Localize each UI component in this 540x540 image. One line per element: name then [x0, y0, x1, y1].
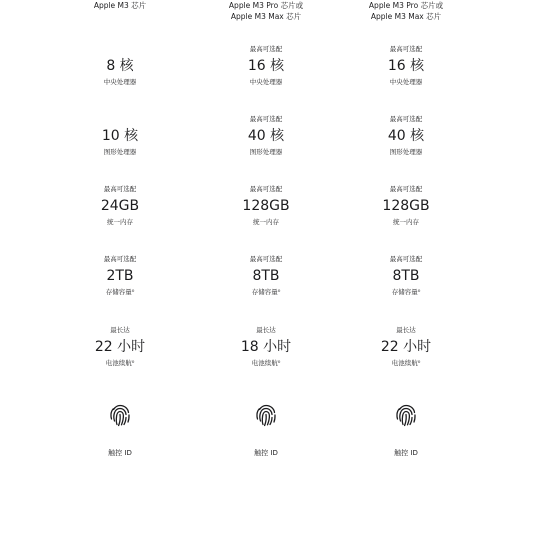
spec-cpu [50, 45, 190, 87]
spec-value: 10 核 [101, 128, 139, 144]
spec-value: 16 核 [387, 58, 425, 74]
spec-label: 统一内存 [107, 218, 133, 226]
fingerprint-stroke [111, 409, 113, 414]
spec-label: 统一内存 [393, 218, 419, 226]
spec-value: 22 小时 [380, 339, 432, 355]
touch-id-label: 触控 ID [108, 449, 132, 457]
touch-id-label: 触控 ID [254, 449, 278, 457]
spec-label: 中央处理器 [249, 78, 283, 86]
spec-value: 8 核 [106, 58, 134, 74]
spec-cpu [196, 45, 336, 87]
spec-column-m3-pro-max [336, 0, 476, 540]
spec-label: 存储容量⁰ [105, 288, 135, 296]
spec-prefix: 最高可选配 [249, 115, 283, 123]
spec-value: 8TB [392, 268, 420, 284]
fingerprint-stroke [270, 418, 272, 425]
spec-prefix: 最长达 [256, 326, 276, 334]
spec-value: 128GB [382, 198, 430, 214]
fingerprint-icon [105, 400, 135, 430]
spec-gpu [336, 115, 476, 157]
touch-id-label: 触控 ID [394, 449, 418, 457]
spec-prefix: 最高可选配 [389, 45, 423, 53]
spec-value: 18 小时 [240, 339, 292, 355]
spec-prefix [50, 115, 190, 124]
spec-storage [196, 255, 336, 297]
spec-memory [336, 185, 476, 227]
spec-value: 16 核 [247, 58, 285, 74]
chip-header [196, 0, 336, 22]
spec-prefix: 最高可选配 [249, 45, 283, 53]
spec-label: 电池续航⁰ [251, 359, 281, 367]
fingerprint-stroke [414, 415, 415, 422]
spec-prefix: 最长达 [110, 326, 130, 334]
spec-prefix: 最高可选配 [249, 185, 283, 193]
spec-prefix: 最高可选配 [389, 255, 423, 263]
fingerprint-stroke [274, 415, 275, 422]
spec-label: 存储容量⁰ [251, 288, 281, 296]
spec-value: 40 核 [247, 128, 285, 144]
spec-label: 电池续航⁰ [391, 359, 421, 367]
spec-column-m3 [50, 0, 190, 540]
fingerprint-stroke [265, 415, 267, 426]
spec-memory [50, 185, 190, 227]
spec-value: 24GB [100, 198, 140, 214]
spec-storage [50, 255, 190, 297]
fingerprint-stroke [257, 415, 258, 420]
spec-prefix: 最高可选配 [103, 255, 137, 263]
fingerprint-stroke [111, 415, 112, 420]
spec-prefix: 最长达 [396, 326, 416, 334]
spec-value: 2TB [106, 268, 134, 284]
chip-header-line: Apple M3 Pro 芯片或 [228, 1, 304, 10]
fingerprint-stroke [405, 415, 407, 426]
fingerprint-stroke [410, 418, 412, 425]
spec-value: 40 核 [387, 128, 425, 144]
spec-prefix: 最高可选配 [389, 185, 423, 193]
spec-memory [196, 185, 336, 227]
fingerprint-stroke [397, 409, 399, 414]
fingerprint-stroke [128, 415, 129, 422]
chip-header-line: Apple M3 Pro 芯片或 [368, 1, 444, 10]
chip-header-line: Apple M3 芯片 [93, 1, 147, 10]
spec-label: 图形处理器 [249, 148, 283, 156]
spec-gpu [50, 115, 190, 157]
fingerprint-stroke [124, 418, 126, 425]
spec-battery [196, 326, 336, 368]
chip-header [336, 0, 476, 22]
touch-id-feature [196, 400, 336, 458]
spec-prefix: 最高可选配 [389, 115, 423, 123]
spec-label: 图形处理器 [103, 148, 137, 156]
spec-label: 中央处理器 [389, 78, 423, 86]
spec-prefix: 最高可选配 [249, 255, 283, 263]
chip-header [50, 0, 190, 11]
spec-battery [336, 326, 476, 368]
fingerprint-icon [391, 400, 421, 430]
spec-value: 8TB [252, 268, 280, 284]
spec-prefix: 最高可选配 [103, 185, 137, 193]
spec-storage [336, 255, 476, 297]
fingerprint-icon [251, 400, 281, 430]
spec-battery [50, 326, 190, 368]
spec-label: 电池续航⁰ [105, 359, 135, 367]
spec-cpu [336, 45, 476, 87]
spec-prefix [50, 45, 190, 54]
chip-header-line: Apple M3 Max 芯片 [230, 12, 302, 21]
spec-gpu [196, 115, 336, 157]
spec-value: 22 小时 [94, 339, 146, 355]
fingerprint-stroke [119, 415, 121, 426]
spec-column-m3-pro-max [196, 0, 336, 540]
chip-header-line: Apple M3 Max 芯片 [370, 12, 442, 21]
fingerprint-stroke [257, 409, 259, 414]
touch-id-feature [336, 400, 476, 458]
spec-label: 中央处理器 [103, 78, 137, 86]
spec-label: 统一内存 [253, 218, 279, 226]
spec-label: 存储容量⁰ [391, 288, 421, 296]
touch-id-feature [50, 400, 190, 458]
fingerprint-stroke [397, 415, 398, 420]
spec-label: 图形处理器 [389, 148, 423, 156]
spec-value: 128GB [242, 198, 290, 214]
